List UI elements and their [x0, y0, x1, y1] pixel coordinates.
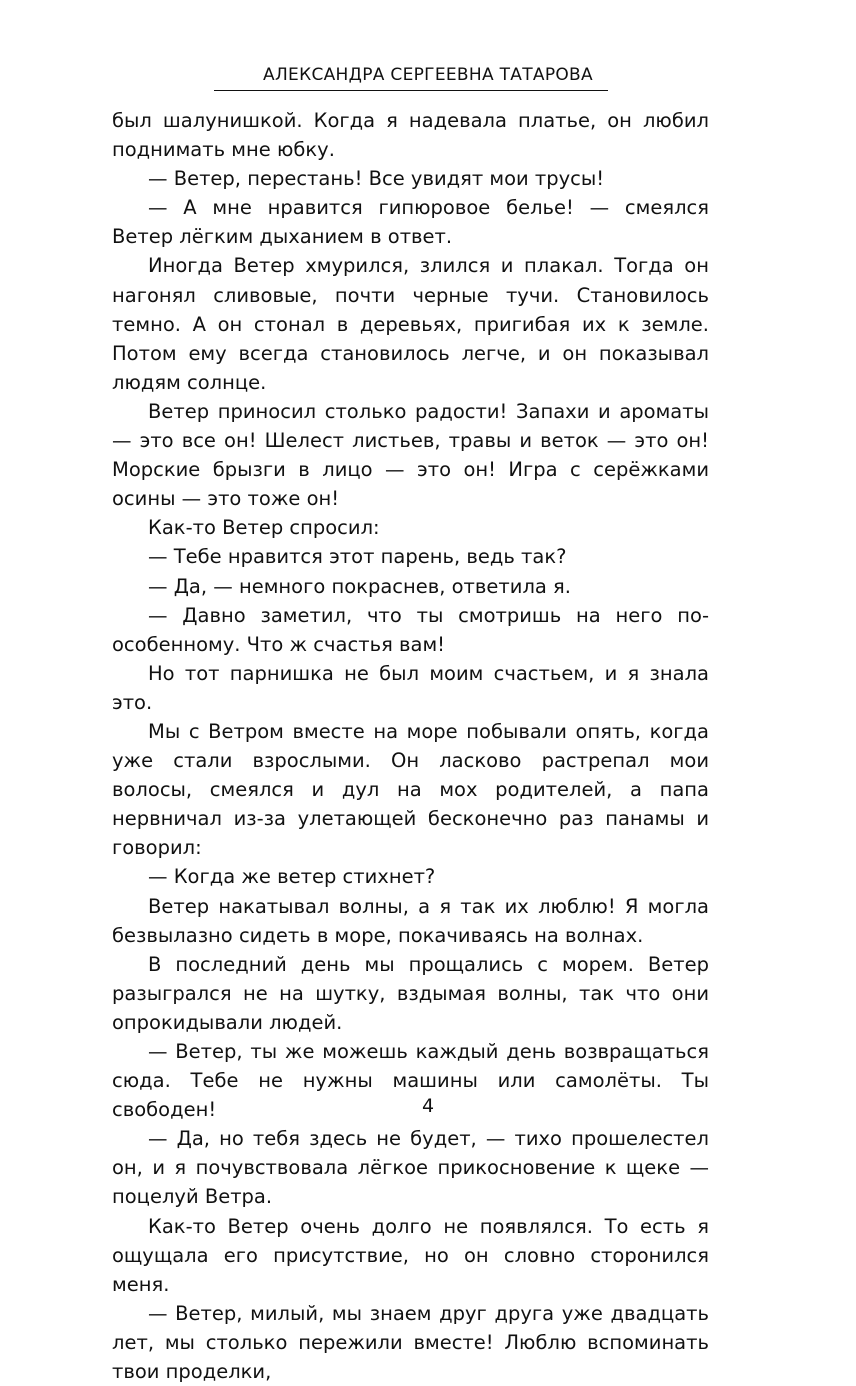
paragraph: Ветер приносил столько радости! Запахи и ароматы — это все он! Шелест листьев, травы и веток — это он! Морские брызги в лицо — это он! Игра с серёжками осины — это тоже он! — [112, 399, 709, 511]
paragraph: Ветер накатывал волны, а я так их люблю! Я могла безвылазно сидеть в море, покачиваясь на волнах. — [112, 894, 709, 947]
paragraph: — Тебе нравится этот парень, ведь так? — [148, 545, 567, 569]
paragraph: Но тот парнишка не был моим счастьем, и я знала это. — [112, 661, 709, 714]
paragraph: — Да, но тебя здесь не будет, — тихо прошелестел он, и я почувствовала лёгкое прикосновение к щеке — поцелуй Ветра. — [112, 1127, 709, 1209]
paragraph: — Ветер, перестань! Все увидят мои трусы! — [148, 167, 605, 191]
paragraph: Мы с Ветром вместе на море побывали опять, когда уже стали взрослыми. Он ласково растрепал мои волосы, смеялся и дул на мох родителей, а папа нервничал из-за улетающей бесконечно раз панамы и говорил: — [112, 719, 709, 860]
body-text — [112, 106, 709, 1386]
running-header-author: АЛЕКСАНДРА СЕРГЕЕВНА ТАТАРОВА — [263, 65, 593, 85]
paragraph: — Да, — немного покраснев, ответила я. — [148, 574, 571, 598]
paragraph: Как-то Ветер очень долго не появлялся. То есть я ощущала его присутствие, но он словно сторонился меня. — [112, 1214, 709, 1296]
page-number: 4 — [421, 1095, 435, 1117]
paragraph: В последний день мы прощались с морем. Ветер разыгрался не на шутку, вздымая волны, так что они опрокидывали людей. — [112, 952, 709, 1034]
paragraph: — Ветер, милый, мы знаем друг друга уже двадцать лет, мы столько пережили вместе! Люблю вспоминать твои проделки, — [112, 1301, 709, 1384]
paragraph: Как-то Ветер спросил: — [148, 516, 380, 540]
paragraph: — А мне нравится гипюровое белье! — смеялся Ветер лёгким дыханием в ответ. — [112, 196, 709, 249]
paragraph: — Ветер, ты же можешь каждый день возвращаться сюда. Тебе не нужны машины или самолёты. Ты свободен! — [112, 1040, 709, 1122]
paragraph: Иногда Ветер хмурился, злился и плакал. Тогда он нагонял сливовые, почти черные тучи. Становилось темно. А он стонал в деревьях, пригибая их к земле. Потом ему всегда становилось легче, и он показывал людям солнце. — [112, 254, 709, 394]
paragraph: — Когда же ветер стихнет? — [148, 865, 436, 889]
header-rule — [214, 90, 608, 91]
paragraph: был шалунишкой. Когда я надевала платье, он любил поднимать мне юбку. — [112, 109, 709, 162]
paragraph: — Давно заметил, что ты смотришь на него по-особенному. Что ж счастья вам! — [112, 603, 709, 656]
